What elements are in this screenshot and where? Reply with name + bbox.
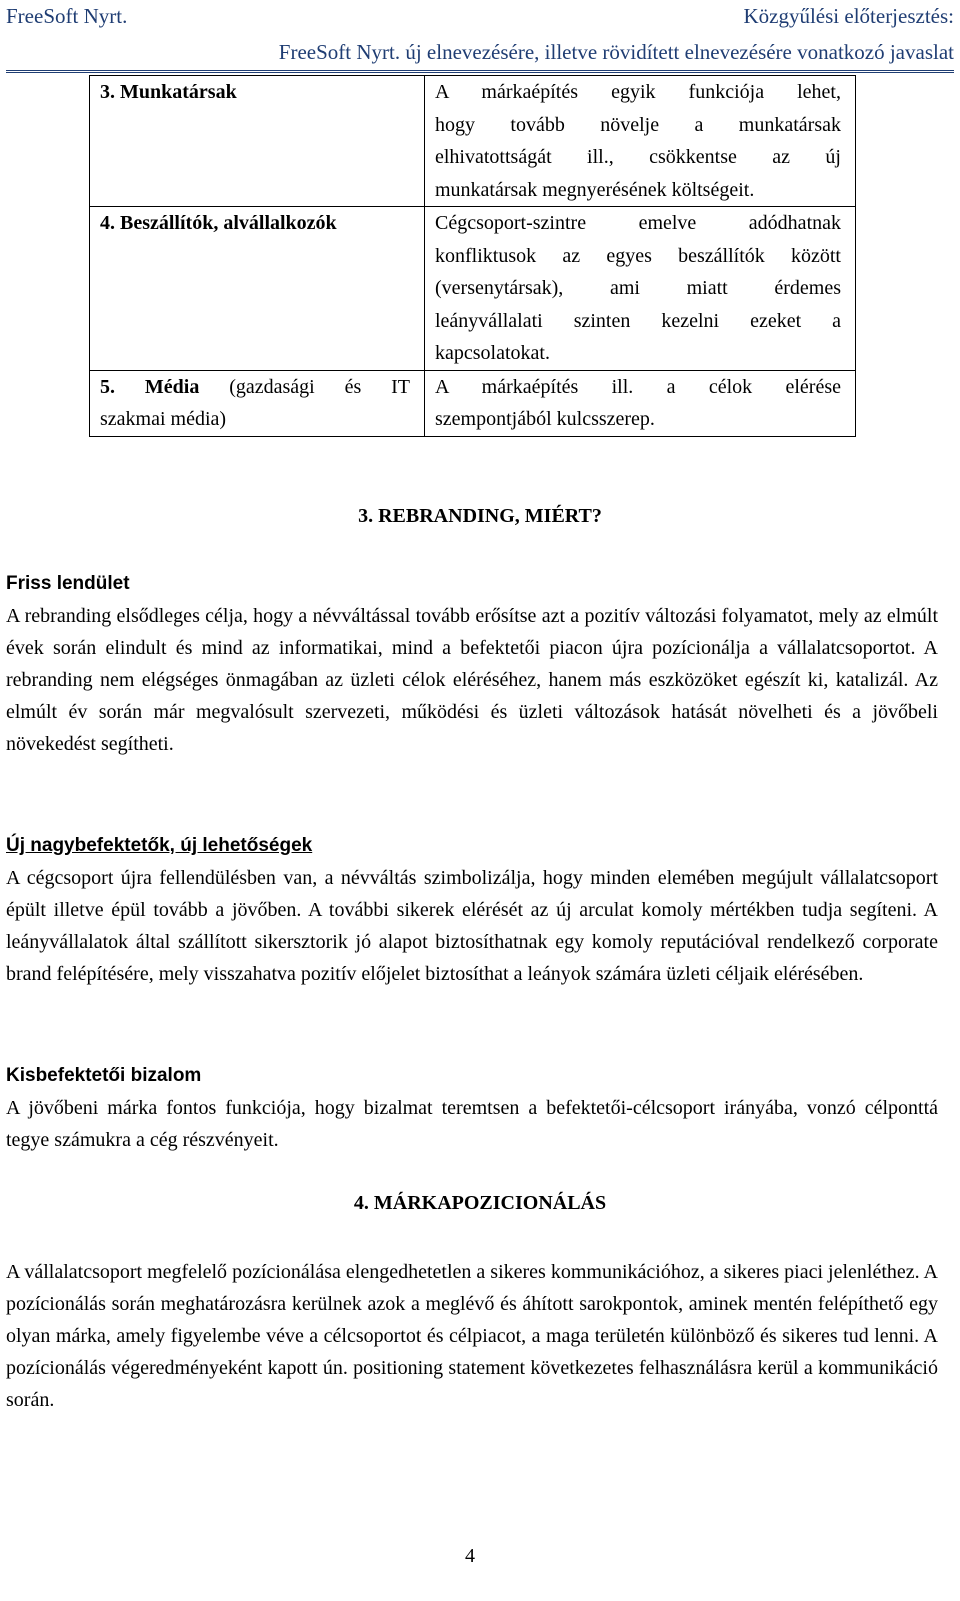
desc-line: munkatársak megnyerésének költségeit.	[435, 178, 755, 201]
section-3-title: 3. REBRANDING, MIÉRT?	[358, 505, 602, 527]
header-subtitle: FreeSoft Nyrt. új elnevezésére, illetve rövidített elnevezésére vonatkozó javaslat	[278, 40, 954, 64]
page-number: 4	[465, 1545, 475, 1567]
section-3-para-1	[6, 568, 938, 760]
row-label	[90, 370, 425, 436]
desc-line: A márkaépítés egyik funkciója lehet,	[435, 81, 841, 103]
section-3-para-2	[6, 830, 938, 990]
para-text: A jövőbeni márka fontos funkciója, hogy bizalmat teremtsen a befektetői-célcsoport irányába, vonzó célponttá tegye számukra a cég részvényeit.	[6, 1097, 938, 1151]
label-bold: Média	[144, 375, 200, 398]
header-doc-type: Közgyűlési előterjesztés:	[743, 4, 954, 28]
row-label-line	[100, 371, 410, 404]
table-row	[90, 207, 856, 371]
label-number: 5.	[100, 375, 115, 398]
label-rest: (gazdasági és IT	[199, 375, 411, 398]
section-4-title: 4. MÁRKAPOZICIONÁLÁS	[353, 1192, 607, 1214]
desc-line: konfliktusok az egyes beszállítók között	[435, 244, 841, 267]
para-text: A vállalatcsoport megfelelő pozícionálása elengedhetetlen a sikeres kommunikációhoz, a sikeres piaci jelenléthez. A pozícionálás során meghatározásra kerülnek azok a meglévő és áhított sarokpontok, aminek mentén felépíthető egy olyan márka, amely figyelembe véve a célcsoportot és célpiacot, a maga területén különböző és sikeres tud lenni. A pozícionálás végeredményeként kapott ún. positioning statement következetes felhasználásra kerül a kommunikáció során.	[6, 1261, 938, 1411]
header-divider	[6, 70, 954, 73]
desc-line: leányvállalati szinten kezelni ezeket a	[435, 309, 841, 332]
row-description	[425, 76, 856, 207]
row-description	[425, 207, 856, 371]
desc-line: (versenytársak), ami miatt érdemes	[435, 277, 841, 299]
section-4-para-1	[6, 1256, 938, 1416]
para-heading: Friss lendület	[6, 573, 130, 594]
row-description	[425, 370, 856, 436]
desc-line: A márkaépítés ill. a célok elérése	[435, 375, 841, 398]
desc-line: Cégcsoport-szintre emelve adódhatnak	[435, 212, 841, 234]
desc-line: szempontjából kulcsszerep.	[435, 408, 655, 430]
row-label: 3. Munkatársak	[90, 76, 425, 207]
para-text: A rebranding elsődleges célja, hogy a névváltással tovább erősítse azt a pozitív változási folyamatot, mely az elmúlt évek során elindult és mind az informatikai, mind a befektetői piacon újra pozícionálja a vállalatcsoportot. A rebranding nem elégséges önmagában az üzleti célok eléréséhez, hanem más eszközöket egészít ki, katalizál. Az elmúlt év során már megvalósult szervezeti, működési és üzleti változások hatását növelheti és a jövőbeli növekedést segítheti.	[6, 605, 938, 755]
desc-line: elhivatottságát ill., csökkentse az új	[435, 146, 841, 168]
header-company: FreeSoft Nyrt.	[6, 4, 128, 28]
page-header	[6, 0, 954, 73]
row-label-line: szakmai média)	[100, 408, 227, 430]
desc-line: hogy tovább növelje a munkatársak	[435, 113, 841, 136]
table-row	[90, 76, 856, 207]
section-3-para-3	[6, 1060, 938, 1156]
row-label: 4. Beszállítók, alvállalkozók	[90, 207, 425, 371]
para-heading: Új nagybefektetők, új lehetőségek	[6, 835, 313, 856]
desc-line: kapcsolatokat.	[435, 342, 550, 364]
stakeholder-table	[89, 75, 856, 437]
para-text: A cégcsoport újra fellendülésben van, a névváltás szimbolizálja, hogy minden elemében megújult vállalatcsoport épült illetve épül tovább a jövőben. A további sikerek elérését az új arculat komoly mértékben tudja segíteni. A leányvállalatok által szállított sikersztorik jó alapot biztosíthatnak egy komoly reputációval rendelkező corporate brand felépítésére, mely visszahatva pozitív előjelet biztosíthat a leányok számára üzleti céljaik elérésében.	[6, 867, 938, 985]
table-row	[90, 370, 856, 436]
para-heading: Kisbefektetői bizalom	[6, 1065, 202, 1086]
